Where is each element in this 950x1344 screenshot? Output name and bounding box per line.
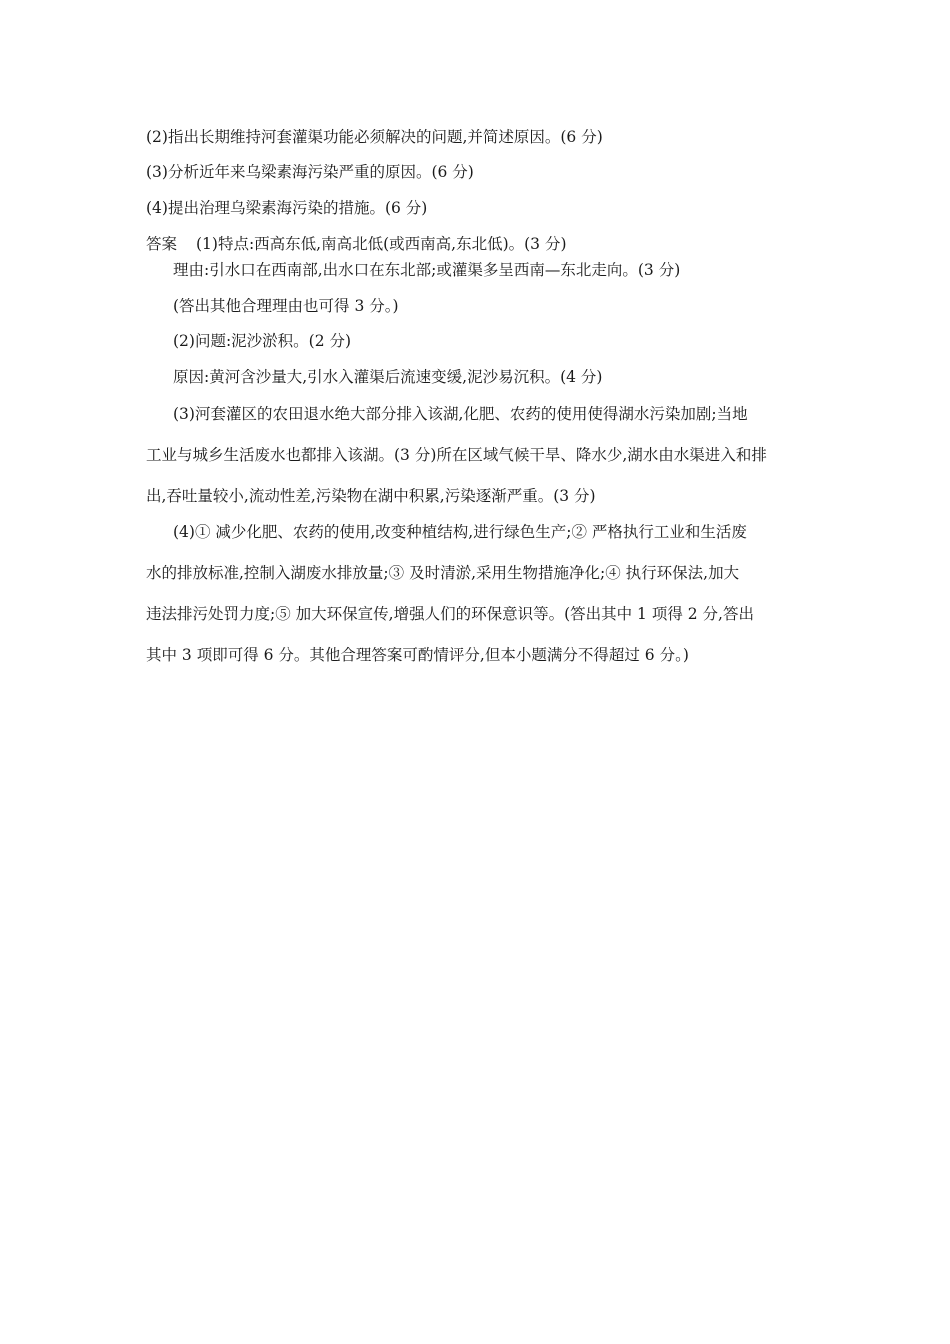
answer-3-line-3: 出,吞吐量较小,流动性差,污染物在湖中积累,污染逐渐严重。(3 分) [146,487,596,505]
answer-4-line-4: 其中 3 项即可得 6 分。其他合理答案可酌情评分,但本小题满分不得超过 6 分。) [146,646,689,664]
question-2: (2)指出长期维持河套灌渠功能必须解决的问题,并简述原因。(6 分) [146,128,603,146]
answer-1-line-1: (1)特点:西高东低,南高北低(或西南高,东北低)。(3 分) [196,235,567,253]
answer-4-line-2: 水的排放标准,控制入湖废水排放量;③ 及时清淤,采用生物措施净化;④ 执行环保法,加大 [146,564,740,582]
answer-3-line-2: 工业与城乡生活废水也都排入该湖。(3 分)所在区域气候干旱、降水少,湖水由水渠进入和排 [146,446,767,464]
answer-4-line-3: 违法排污处罚力度;⑤ 加大环保宣传,增强人们的环保意识等。(答出其中 1 项得 2 分,答出 [146,605,754,623]
answer-1-line-3: (答出其他合理理由也可得 3 分。) [173,297,399,315]
answer-3-line-1: (3)河套灌区的农田退水绝大部分排入该湖,化肥、农药的使用使得湖水污染加剧;当地 [173,405,748,423]
question-3: (3)分析近年来乌梁素海污染严重的原因。(6 分) [146,163,474,181]
question-4: (4)提出治理乌梁素海污染的措施。(6 分) [146,199,428,217]
answer-label: 答案 [146,235,178,253]
answer-1-line-2: 理由:引水口在西南部,出水口在东北部;或灌渠多呈西南—东北走向。(3 分) [173,261,681,279]
answer-2-line-2: 原因:黄河含沙量大,引水入灌渠后流速变缓,泥沙易沉积。(4 分) [173,368,603,386]
answer-2-line-1: (2)问题:泥沙淤积。(2 分) [173,332,352,350]
answer-4-line-1: (4)① 减少化肥、农药的使用,改变种植结构,进行绿色生产;② 严格执行工业和生活废 [173,523,747,541]
